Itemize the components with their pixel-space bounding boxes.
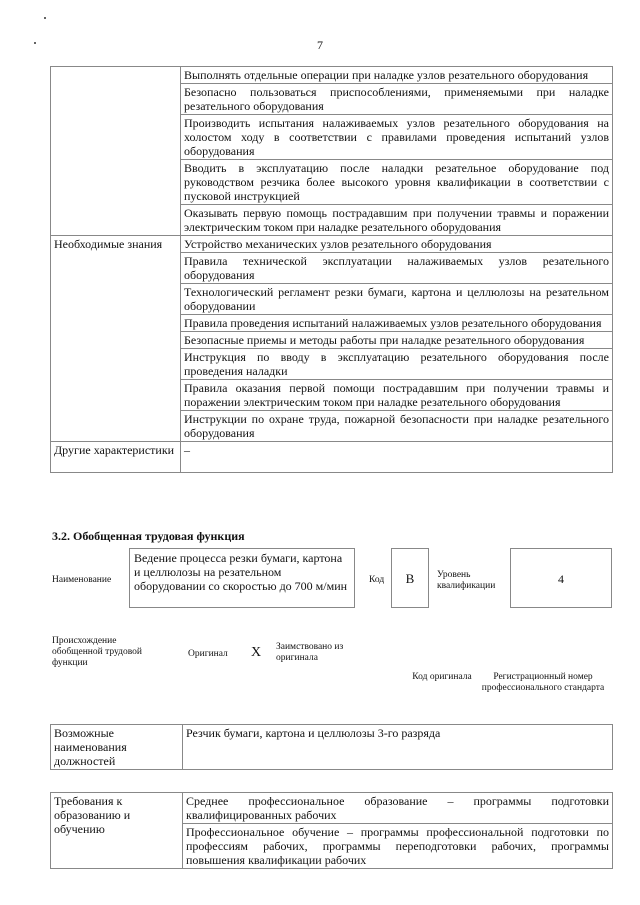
knowledge-item: Правила оказания первой помощи пострадавшим при получении травмы и поражении электрическим током при наладке резательного оборудования bbox=[181, 380, 613, 411]
skill-item: Вводить в эксплуатацию после наладки резательное оборудование под руководством резчика более высокого уровня квалификации в соответствии с пусковой инструкцией bbox=[181, 160, 613, 205]
table-row bbox=[51, 67, 613, 84]
skills-label-cell bbox=[51, 67, 181, 236]
table-row bbox=[51, 442, 613, 473]
knowledge-item: Инструкции по охране труда, пожарной безопасности при наладке резательного оборудования bbox=[181, 411, 613, 442]
education-table bbox=[50, 792, 613, 869]
other-characteristics-label: Другие характеристики bbox=[51, 442, 181, 473]
registration-number-label: Регистрационный номер профессионального стандарта bbox=[481, 672, 605, 693]
level-label: Уровень квалификации bbox=[437, 570, 496, 591]
borrowed-label: Заимствовано из оригинала bbox=[276, 642, 344, 663]
function-code-value: B bbox=[391, 548, 429, 608]
education-item: Среднее профессиональное образование – программы подготовки квалифицированных рабочих bbox=[183, 793, 613, 824]
positions-table bbox=[50, 724, 613, 770]
skill-item: Оказывать первую помощь пострадавшим при получении травмы и поражении электрическим током при наладке резательного оборудования bbox=[181, 205, 613, 236]
original-code-label: Код оригинала bbox=[412, 672, 472, 682]
original-mark: X bbox=[251, 645, 262, 660]
knowledge-item: Безопасные приемы и методы работы при наладке резательного оборудования bbox=[181, 332, 613, 349]
education-label: Требования к образованию и обучению bbox=[51, 793, 183, 869]
knowledge-item: Правила технической эксплуатации налаживаемых узлов резательного оборудования bbox=[181, 253, 613, 284]
knowledge-label: Необходимые знания bbox=[51, 236, 181, 442]
other-characteristics-value: – bbox=[181, 442, 613, 473]
knowledge-item: Технологический регламент резки бумаги, картона и целлюлозы на резательном оборудовании bbox=[181, 284, 613, 315]
positions-label: Возможные наименования должностей bbox=[51, 725, 183, 770]
scan-speck bbox=[44, 17, 46, 19]
knowledge-item: Устройство механических узлов резательного оборудования bbox=[181, 236, 613, 253]
knowledge-item: Инструкция по вводу в эксплуатацию резательного оборудования после проведения наладки bbox=[181, 349, 613, 380]
section-title: 3.2. Обобщенная трудовая функция bbox=[52, 529, 245, 543]
knowledge-item: Правила проведения испытаний налаживаемых узлов резательного оборудования bbox=[181, 315, 613, 332]
original-label: Оригинал bbox=[188, 649, 228, 659]
skill-item: Производить испытания налаживаемых узлов резательного оборудования на холостом ходу в соответствии с правилами проведения испытаний узлов оборудования bbox=[181, 115, 613, 160]
positions-value: Резчик бумаги, картона и целлюлозы 3-го разряда bbox=[183, 725, 613, 770]
origin-label: Происхождение обобщенной трудовой функции bbox=[52, 636, 142, 668]
function-name-value: Ведение процесса резки бумаги, картона и целлюлозы на резательном оборудовании со скоростью до 700 м/мин bbox=[129, 548, 355, 608]
qualification-level-value: 4 bbox=[510, 548, 612, 608]
skill-item: Безопасно пользоваться приспособлениями, применяемыми при наладке резательного оборудования bbox=[181, 84, 613, 115]
education-item: Профессиональное обучение – программы профессиональной подготовки по профессиям рабочих, программы переподготовки рабочих, программы повышения квалификации рабочих bbox=[183, 824, 613, 869]
table-row bbox=[51, 793, 613, 824]
code-label: Код bbox=[369, 575, 385, 585]
name-label: Наименование bbox=[52, 575, 112, 585]
requirements-table bbox=[50, 66, 613, 473]
table-row bbox=[51, 725, 613, 770]
table-row bbox=[51, 236, 613, 253]
page-number: 7 bbox=[317, 38, 323, 52]
skill-item: Выполнять отдельные операции при наладке узлов резательного оборудования bbox=[181, 67, 613, 84]
